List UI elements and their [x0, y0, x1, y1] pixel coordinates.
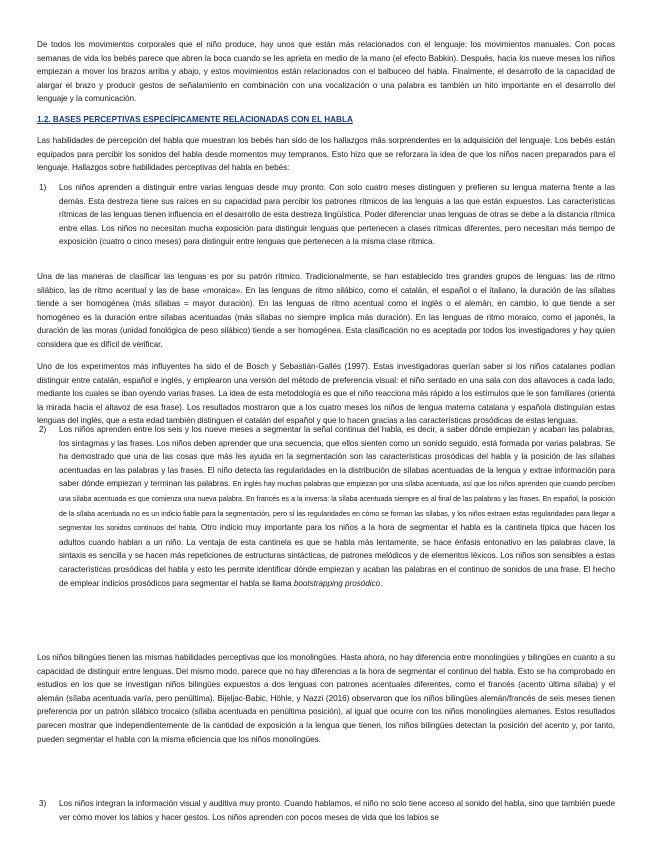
rhythm-classification-paragraph: Una de las maneras de clasificar las lenguas es por su patrón rítmico. Tradicionalmente, se han establecido tres grandes grupos de lenguas: las de ritmo silábico, las de ritmo acentual y las de base «moraica». En las lenguas de ritmo silábico, como el catalán, el español o el italiano, la duración de las sílabas tiende a ser homogénea (más sílabas = mayor duración). En las lenguas de ritmo acentual como el inglés o el alemán, en cambio, lo que tiende a ser homogéneo es la duración entre sílabas acentuadas (más sílabas no siempre implica más duración). En las lenguas de ritmo moraico, como el japonés, la duración de las moras (unidad fonológica de peso silábico) tiende a ser homogénea. Esta clasificación no es aceptada por todos los investigadores y hay quien considera que es difícil de verificar.: [37, 272, 615, 349]
segmentation-text-continued: Otro indicio muy importante para los niños a la hora de segmentar el habla es la cantinela típica que hacen los adultos cuando hablan a un niño. La ventaja de esta cantinela es que se habla más lentamente, se hace énfasis entonativo en las palabras clave, la sintaxis es sencilla y se hacen más repeticiones de estructuras sintácticas, de patrones melódicos y de elementos léxicos. Los niños son sensibles a estas características prosódicas del habla y esto les permite identificar dónde empiezan y acaban las palabras en el continuo de sonidos de una frase. El hecho de emplear indicios prosódicos para segmentar el habla se llama: [59, 523, 615, 588]
bosch-experiment-paragraph: Uno de los experimentos más influyentes ha sido el de Bosch y Sebastián-Gallés (1997). Estas investigadoras querían saber si los niños catalanes podían distinguir entre catalán, español e inglés, y emplearon una versión del método de preferencia visual: el niño sentado en una sala con dos altavoces a cada lado, mediante los cuales se iban oyendo varias frases. La idea de esta metodología es que el niño reacciona más rápido a los estímulos que le son familiares (orienta la mirada hacia el altavoz de esa frase). Los resultados mostraron que a los cuatro meses los niños de lengua materna catalana y española distinguían estas lenguas del inglés, que a esta edad también distinguen el catalán del español y que lo hacen gracias a las características prosódicas de estas lenguas.: [37, 362, 615, 426]
list-item-number: 2): [39, 425, 47, 434]
list-item-audiovisual: Los niños integran la información visual y auditiva muy pronto. Cuando hablamos, el niño no solo tiene acceso al sonido del habla, sino que también puede ver cómo mover los labios y hacer gestos. Los niños aprenden con pocos meses de vida que los labios se: [59, 799, 615, 822]
intro-paragraph: De todos los movimientos corporales que el niño produce, hay unos que están más relacionados con el lenguaje: los movimientos manuales. Con pocas semanas de vida los bebés parece que abren la boca cuando se les aprieta en medio de la mano (el efecto Babkin). Después, hacia los nueve meses los niños empiezan a mover los brazos arriba y abajo, y estos movimientos están relacionados con el balbuceo del habla. Finalmente, el desarrollo de la capacidad de alargar el brazo y producir gestos de señalamiento en combinación con una vocalización o una palabra es también un hito importante en el desarrollo del lenguaje y la comunicación.: [37, 40, 615, 104]
bootstrapping-term: bootstrapping prosódico: [293, 578, 381, 588]
bilingual-paragraph: Los niños bilingües tienen las mismas habilidades perceptivas que los monolingües. Hasta ahora, no hay diferencia entre monolingües y bilingües en cuanto a su capacidad de distinguir entre lenguas. Del mismo modo, parece que no hay diferencias a la hora de segmentar el continuo del habla. Esto se ha comprobado en estudios en los que se investigan niños bilingües expuestos a dos lenguas con patrones acentuales diferentes, como el francés (acento última sílaba) y el alemán (sílaba acentuada varía, pero penúltima). Bijeljac-Babic, Höhle, y Nazzi (2016) observaron que los niños bilingües alemán/francés de seis meses tienen preferencia por un patrón silábico trocaico (sílaba acentuada en penúltima posición), al igual que ocurre con los niños monolingües alemanes. Estos resultados parecen mostrar que independientemente de la cantidad de exposición a la lengua que tienen, los niños bilingües detectan la posición del acento y, por tanto, pueden segmentar el habla con la misma eficiencia que los niños monolingües.: [37, 653, 615, 744]
list-item-segmentation: Los niños aprenden entre los seis y los nueve meses a segmentar la señal continua del habla, es decir, a saber dónde empiezan y acaban las palabras, los sintagmas y las frases. Los niños deben aprender que una secuencia, que ellos sienten como un sonido seguido, está formada por varias palabras. Se ha demostrado que una de las cosas que más les ayuda en la segmentación son las características prosódicas del habla y la posición de las sílabas acentuadas en las palabras y las frases. El niño detecta las regularidades en la distribución de sílabas acentuadas de la lengua y extrae información para saber dónde empiezan y terminan las palabras. En inglés hay muchas palabras que empiezan por una sílaba acentuada, así que los niños aprenden que cuando perciben una sílaba acentuada es que comienza una nueva palabra. En francés es a la inversa: la sílaba acentuada siempre es al final de las palabras y las frases. En español, la posición de la sílaba acentuada no es un indicio fiable para la segmentación, pero sí las regularidades en cómo se forman las sílabas, y los niños extraen estas regularidades para llegar a segmentar los sonidos continuos del habla. Otro indicio muy importante para los niños a la hora de segmentar el habla es la cantinela típica que hacen los adultos cuando hablan a un niño. La ventaja de esta cantinela es que se habla más lentamente, se hace énfasis entonativo en las palabras clave, la sintaxis es sencilla y se hacen más repeticiones de estructuras sintácticas, de patrones melódicos y de elementos léxicos. Los niños son sensibles a estas características prosódicas del habla y esto les permite identificar dónde empiezan y acaban las palabras en el continuo de sonidos de una frase. El hecho de emplear indicios prosódicos para segmentar el habla se llama bootstrapping prosódico.: [59, 425, 615, 588]
list-item-number: 3): [39, 799, 47, 808]
perception-paragraph: Las habilidades de percepción del habla que muestran los bebés han sido de los hallazgos más sorprendentes en la adquisición del lenguaje. Los bebés están equipados para percibir los sonidos del habla desde momentos muy tempranos. Esto hizo que se reforzara la idea de que los niños nacen preparados para el lenguaje. Hallazgos sobre habilidades perceptivas del habla en bebés:: [37, 136, 615, 173]
list-item-number: 1): [39, 183, 47, 192]
section-heading: 1.2. BASES PERCEPTIVAS ESPECÍFICAMENTE RELACIONADAS CON EL HABLA: [37, 115, 353, 124]
segmentation-note: En inglés hay muchas palabras que empiezan por una sílaba acentuada, así que los niños aprenden que cuando perciben una sílaba acentuada es que comienza una nueva palabra. En francés es a la inversa: la sílaba acentuada siempre es al final de las palabras y las frases. En español, la posición de la sílaba acentuada no es un indicio fiable para la segmentación, pero sí las regularidades en cómo se forman las sílabas, y los niños extraen estas regularidades para llegar a segmentar los sonidos continuos del habla.: [59, 480, 615, 533]
segmentation-text: Los niños aprenden entre los seis y los nueve meses a segmentar la señal continua del habla, es decir, a saber dónde empiezan y acaban las palabras, los sintagmas y las frases. Los niños deben aprender que una secuencia, que ellos sienten como un sonido seguido, está formada por varias palabras. Se ha demostrado que una de las cosas que más les ayuda en la segmentación son las características prosódicas del habla y la posición de las sílabas acentuadas en las palabras y las frases. El niño detecta las regularidades en la distribución de sílabas acentuadas de la lengua y extrae información para saber dónde empiezan y terminan las palabras.: [59, 425, 615, 489]
list-item-language-discrimination: Los niños aprenden a distinguir entre varias lenguas desde muy pronto. Con solo cuatro meses distinguen y prefieren su lengua materna frente a las demás. Esta destreza tiene sus raíces en su capacidad para percibir los patrones rítmicos de las lenguas a las que están expuestos. Las características rítmicas de las lenguas tienen influencia en el desarrollo de esta destreza lingüística. Poder diferenciar unas lenguas de otras se debe a la distancia rítmica entre ellas. Los niños no necesitan mucha exposición para distinguir lenguas que pertenecen a clases rítmicas diferentes, pero necesitan más tiempo de exposición (cuatro o cinco meses) para distinguir entre lenguas que pertenecen a la misma clase rítmica.: [59, 183, 615, 247]
